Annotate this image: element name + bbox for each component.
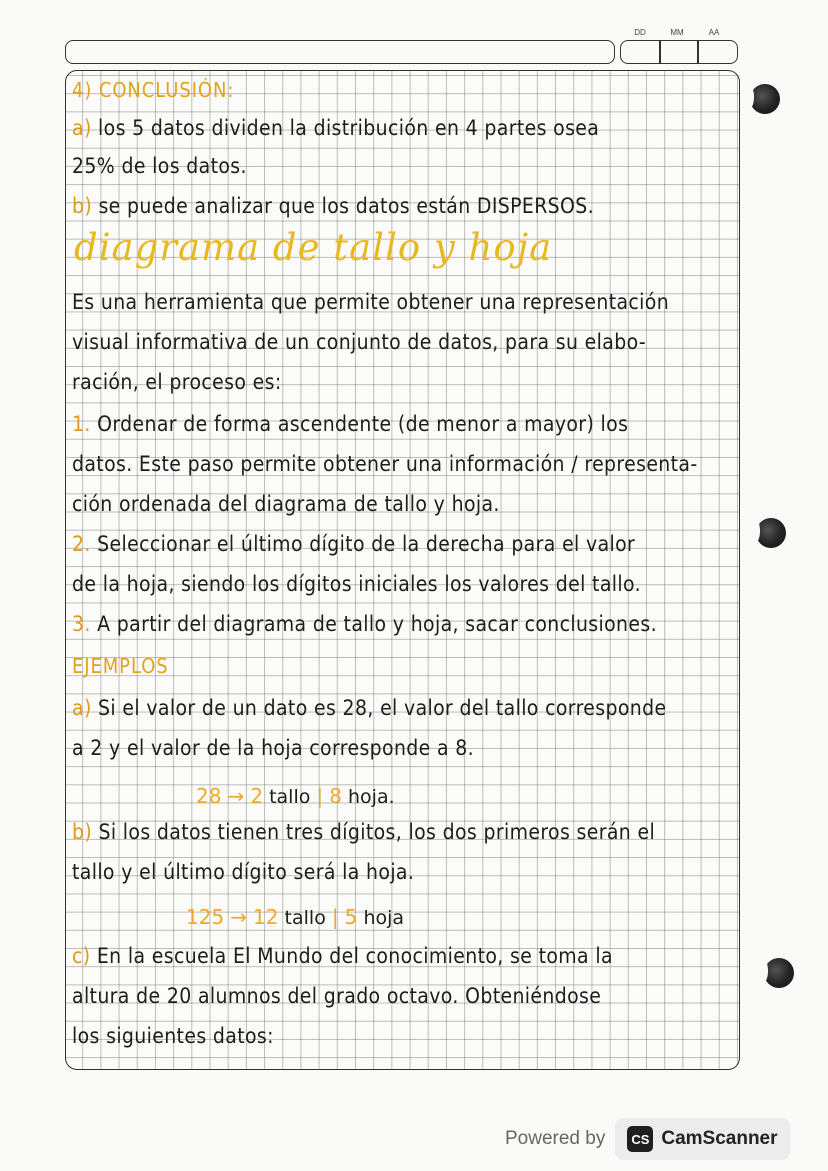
example-c-text: En la escuela El Mundo del conocimiento, se toma la bbox=[96, 944, 613, 968]
example-a-marker: a) bbox=[72, 696, 92, 720]
date-label-year: AA bbox=[708, 28, 720, 37]
camscanner-badge bbox=[615, 1118, 789, 1160]
camscanner-logo-icon: CS bbox=[627, 1126, 653, 1152]
arrow-right-icon: → bbox=[230, 905, 247, 929]
intro-line1: Es una herramienta que permite obtener una representación bbox=[72, 290, 670, 314]
date-labels bbox=[622, 28, 732, 37]
header-title-box bbox=[65, 40, 615, 64]
example-b-text: Si los datos tienen tres dígitos, los dos primeros serán el bbox=[98, 820, 656, 844]
step1-marker: 1. bbox=[72, 412, 91, 436]
date-label-month: MM bbox=[670, 28, 684, 37]
step1-line2: datos. Este paso permite obtener una información / representa- bbox=[72, 452, 698, 476]
binder-hole-icon bbox=[764, 958, 794, 988]
scanner-watermark bbox=[505, 1118, 790, 1160]
example-b-stem-leaf bbox=[186, 905, 404, 929]
page-title: diagrama de tallo y hoja bbox=[74, 226, 553, 269]
example-a-bar: | bbox=[316, 784, 324, 808]
step2-line1 bbox=[72, 532, 635, 556]
binder-hole-icon bbox=[750, 84, 780, 114]
arrow-right-icon: → bbox=[227, 784, 245, 808]
step1-line3: ción ordenada del diagrama de tallo y hoja. bbox=[72, 492, 500, 516]
binder-hole-icon bbox=[756, 518, 786, 548]
example-a-line2: a 2 y el valor de la hoja corresponde a 8. bbox=[72, 736, 475, 760]
step1-line1 bbox=[72, 412, 628, 436]
example-a-number: 28 bbox=[196, 784, 222, 808]
date-label-day: DD bbox=[634, 28, 646, 37]
example-b-leaf: 5 bbox=[344, 905, 358, 929]
example-b-line1 bbox=[72, 820, 655, 844]
example-b-stem: 12 bbox=[253, 905, 279, 929]
step3-line bbox=[72, 612, 657, 636]
example-a-stem-leaf bbox=[196, 784, 395, 808]
examples-heading: EJEMPLOS bbox=[72, 654, 169, 678]
example-a-line1 bbox=[72, 696, 666, 720]
example-c-marker: c) bbox=[72, 944, 91, 968]
example-a-leaf: 8 bbox=[329, 784, 342, 808]
example-a-stem-label: tallo bbox=[269, 786, 311, 808]
step2-marker: 2. bbox=[72, 532, 91, 556]
example-c-line3: los siguientes datos: bbox=[72, 1024, 274, 1048]
powered-by-text: Powered by bbox=[505, 1128, 606, 1149]
step2-line2: de la hoja, siendo los dígitos iniciales los valores del tallo. bbox=[72, 572, 641, 596]
camscanner-name: CamScanner bbox=[661, 1128, 778, 1149]
example-b-number: 125 bbox=[186, 905, 225, 929]
conclusion-b-line bbox=[72, 194, 594, 218]
example-b-bar: | bbox=[331, 905, 339, 929]
example-a-leaf-label: hoja. bbox=[348, 786, 395, 808]
conclusion-b-marker: b) bbox=[72, 194, 93, 218]
conclusion-a-text: los 5 datos dividen la distribución en 4 partes osea bbox=[98, 116, 600, 140]
intro-line2: visual informativa de un conjunto de datos, para su elabo- bbox=[72, 330, 647, 354]
example-a-text: Si el valor de un dato es 28, el valor del tallo corresponde bbox=[98, 696, 667, 720]
conclusion-a-line1 bbox=[72, 116, 599, 140]
example-b-leaf-label: hoja bbox=[363, 907, 405, 929]
intro-line3: ración, el proceso es: bbox=[72, 370, 282, 394]
step1-text: Ordenar de forma ascendente (de menor a mayor) los bbox=[97, 412, 629, 436]
conclusion-a-line2: 25% de los datos. bbox=[72, 154, 247, 178]
example-a-stem: 2 bbox=[250, 784, 264, 808]
step3-text: A partir del diagrama de tallo y hoja, sacar conclusiones. bbox=[97, 612, 657, 636]
conclusion-a-marker: a) bbox=[72, 116, 92, 140]
example-b-stem-label: tallo bbox=[284, 907, 326, 929]
step3-marker: 3. bbox=[72, 612, 91, 636]
conclusion-heading: 4) CONCLUSIÓN: bbox=[72, 78, 235, 102]
example-c-line1 bbox=[72, 944, 613, 968]
example-c-line2: altura de 20 alumnos del grado octavo. Obteniéndose bbox=[72, 984, 602, 1008]
date-boxes bbox=[620, 40, 738, 64]
example-b-marker: b) bbox=[72, 820, 93, 844]
step2-text: Seleccionar el último dígito de la derecha para el valor bbox=[97, 532, 636, 556]
example-b-line2: tallo y el último dígito será la hoja. bbox=[72, 860, 415, 884]
conclusion-b-text: se puede analizar que los datos están DISPERSOS. bbox=[98, 194, 595, 218]
